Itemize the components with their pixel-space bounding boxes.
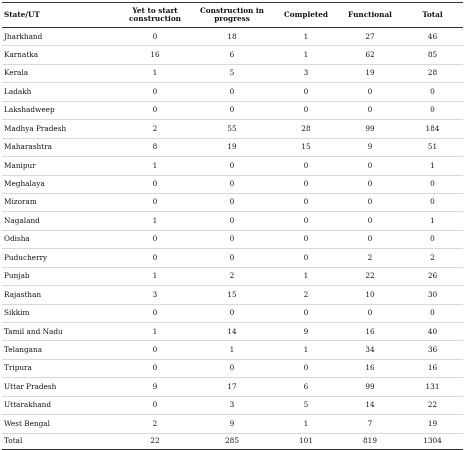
total-cell: 30 bbox=[402, 286, 463, 304]
functional-cell: 14 bbox=[338, 396, 402, 414]
construction-in-progress-cell: 0 bbox=[190, 157, 274, 175]
completed-cell: 15 bbox=[274, 138, 338, 156]
state-cell: Ladakh bbox=[2, 83, 120, 101]
completed-cell: 5 bbox=[274, 396, 338, 414]
table-row bbox=[2, 101, 463, 119]
functional-cell: 27 bbox=[338, 28, 402, 46]
total-cell: 131 bbox=[402, 378, 463, 396]
table-row bbox=[2, 304, 463, 322]
completed-cell: 1 bbox=[274, 28, 338, 46]
yet-to-start-cell: 0 bbox=[120, 101, 190, 119]
completed-cell: 1 bbox=[274, 267, 338, 285]
construction-in-progress-cell: 9 bbox=[190, 415, 274, 433]
table-row bbox=[2, 157, 463, 175]
state-cell: Tamil and Nadu bbox=[2, 323, 120, 341]
construction-in-progress-cell: 14 bbox=[190, 323, 274, 341]
construction-in-progress-cell: 0 bbox=[190, 193, 274, 211]
construction-in-progress-cell: 0 bbox=[190, 230, 274, 248]
completed-cell: 0 bbox=[274, 101, 338, 119]
total-cell: 28 bbox=[402, 64, 463, 82]
functional-cell: 99 bbox=[338, 378, 402, 396]
table-header bbox=[2, 3, 463, 28]
total-cell: 46 bbox=[402, 28, 463, 46]
total-label: Total bbox=[2, 433, 120, 449]
completed-cell: 6 bbox=[274, 378, 338, 396]
functional-cell: 0 bbox=[338, 304, 402, 322]
total-yet-to-start: 22 bbox=[120, 433, 190, 449]
header-row bbox=[2, 3, 463, 28]
state-cell: Uttar Pradesh bbox=[2, 378, 120, 396]
total-cell: 0 bbox=[402, 83, 463, 101]
state-construction-table bbox=[2, 2, 463, 450]
total-cell: 85 bbox=[402, 46, 463, 64]
yet-to-start-cell: 1 bbox=[120, 323, 190, 341]
functional-cell: 9 bbox=[338, 138, 402, 156]
total-cell: 40 bbox=[402, 323, 463, 341]
total-total: 1304 bbox=[402, 433, 463, 449]
state-cell: Odisha bbox=[2, 230, 120, 248]
total-functional: 819 bbox=[338, 433, 402, 449]
functional-cell: 7 bbox=[338, 415, 402, 433]
state-cell: Manipur bbox=[2, 157, 120, 175]
total-cell: 1 bbox=[402, 212, 463, 230]
functional-cell: 0 bbox=[338, 157, 402, 175]
state-cell: Punjab bbox=[2, 267, 120, 285]
functional-cell: 34 bbox=[338, 341, 402, 359]
completed-cell: 3 bbox=[274, 64, 338, 82]
completed-cell: 0 bbox=[274, 175, 338, 193]
total-completed: 101 bbox=[274, 433, 338, 449]
header-functional: Functional bbox=[338, 3, 402, 28]
functional-cell: 0 bbox=[338, 193, 402, 211]
completed-cell: 0 bbox=[274, 157, 338, 175]
functional-cell: 19 bbox=[338, 64, 402, 82]
table-row bbox=[2, 323, 463, 341]
functional-cell: 0 bbox=[338, 230, 402, 248]
table-row bbox=[2, 230, 463, 248]
completed-cell: 9 bbox=[274, 323, 338, 341]
total-cell: 16 bbox=[402, 359, 463, 377]
total-construction-in-progress: 285 bbox=[190, 433, 274, 449]
yet-to-start-cell: 0 bbox=[120, 359, 190, 377]
functional-cell: 2 bbox=[338, 249, 402, 267]
yet-to-start-cell: 1 bbox=[120, 157, 190, 175]
completed-cell: 0 bbox=[274, 193, 338, 211]
table-row bbox=[2, 359, 463, 377]
construction-in-progress-cell: 15 bbox=[190, 286, 274, 304]
construction-in-progress-cell: 55 bbox=[190, 120, 274, 138]
header-construction-in-progress: Construction in progress bbox=[190, 3, 274, 28]
table-row bbox=[2, 64, 463, 82]
yet-to-start-cell: 0 bbox=[120, 193, 190, 211]
state-cell: Karnatka bbox=[2, 46, 120, 64]
table-footer bbox=[2, 433, 463, 449]
construction-in-progress-cell: 0 bbox=[190, 101, 274, 119]
header-completed: Completed bbox=[274, 3, 338, 28]
table-row bbox=[2, 175, 463, 193]
completed-cell: 0 bbox=[274, 83, 338, 101]
state-cell: Mizoram bbox=[2, 193, 120, 211]
total-cell: 184 bbox=[402, 120, 463, 138]
state-cell: West Bengal bbox=[2, 415, 120, 433]
total-row bbox=[2, 433, 463, 449]
table-row bbox=[2, 267, 463, 285]
header-yet-to-start: Yet to start construction bbox=[120, 3, 190, 28]
construction-in-progress-cell: 1 bbox=[190, 341, 274, 359]
total-cell: 36 bbox=[402, 341, 463, 359]
yet-to-start-cell: 0 bbox=[120, 230, 190, 248]
construction-in-progress-cell: 19 bbox=[190, 138, 274, 156]
yet-to-start-cell: 8 bbox=[120, 138, 190, 156]
total-cell: 2 bbox=[402, 249, 463, 267]
total-cell: 1 bbox=[402, 157, 463, 175]
table-row bbox=[2, 46, 463, 64]
functional-cell: 22 bbox=[338, 267, 402, 285]
yet-to-start-cell: 0 bbox=[120, 341, 190, 359]
total-cell: 26 bbox=[402, 267, 463, 285]
yet-to-start-cell: 1 bbox=[120, 212, 190, 230]
construction-in-progress-cell: 2 bbox=[190, 267, 274, 285]
state-cell: Lakshadweep bbox=[2, 101, 120, 119]
state-cell: Maharashtra bbox=[2, 138, 120, 156]
table-row bbox=[2, 193, 463, 211]
total-cell: 0 bbox=[402, 230, 463, 248]
state-cell: Jharkhand bbox=[2, 28, 120, 46]
construction-in-progress-cell: 0 bbox=[190, 83, 274, 101]
completed-cell: 1 bbox=[274, 415, 338, 433]
construction-in-progress-cell: 18 bbox=[190, 28, 274, 46]
completed-cell: 1 bbox=[274, 341, 338, 359]
state-cell: Nagaland bbox=[2, 212, 120, 230]
yet-to-start-cell: 0 bbox=[120, 175, 190, 193]
total-cell: 0 bbox=[402, 193, 463, 211]
state-cell: Tripura bbox=[2, 359, 120, 377]
total-cell: 0 bbox=[402, 304, 463, 322]
functional-cell: 0 bbox=[338, 83, 402, 101]
yet-to-start-cell: 16 bbox=[120, 46, 190, 64]
construction-in-progress-cell: 17 bbox=[190, 378, 274, 396]
yet-to-start-cell: 2 bbox=[120, 120, 190, 138]
construction-in-progress-cell: 6 bbox=[190, 46, 274, 64]
functional-cell: 99 bbox=[338, 120, 402, 138]
completed-cell: 0 bbox=[274, 212, 338, 230]
state-cell: Rajasthan bbox=[2, 286, 120, 304]
functional-cell: 62 bbox=[338, 46, 402, 64]
total-cell: 0 bbox=[402, 175, 463, 193]
construction-in-progress-cell: 0 bbox=[190, 304, 274, 322]
yet-to-start-cell: 9 bbox=[120, 378, 190, 396]
yet-to-start-cell: 0 bbox=[120, 83, 190, 101]
yet-to-start-cell: 3 bbox=[120, 286, 190, 304]
header-state-ut: State/UT bbox=[2, 3, 120, 28]
functional-cell: 16 bbox=[338, 323, 402, 341]
table-row bbox=[2, 28, 463, 46]
completed-cell: 0 bbox=[274, 249, 338, 267]
state-cell: Puducherry bbox=[2, 249, 120, 267]
table-row bbox=[2, 212, 463, 230]
yet-to-start-cell: 1 bbox=[120, 267, 190, 285]
table-row bbox=[2, 83, 463, 101]
yet-to-start-cell: 0 bbox=[120, 249, 190, 267]
table-row bbox=[2, 341, 463, 359]
yet-to-start-cell: 1 bbox=[120, 64, 190, 82]
completed-cell: 0 bbox=[274, 359, 338, 377]
header-total: Total bbox=[402, 3, 463, 28]
total-cell: 0 bbox=[402, 101, 463, 119]
total-cell: 51 bbox=[402, 138, 463, 156]
table-body bbox=[2, 28, 463, 434]
construction-in-progress-cell: 0 bbox=[190, 212, 274, 230]
yet-to-start-cell: 0 bbox=[120, 28, 190, 46]
table-row bbox=[2, 120, 463, 138]
table-row bbox=[2, 378, 463, 396]
table-row bbox=[2, 415, 463, 433]
completed-cell: 2 bbox=[274, 286, 338, 304]
completed-cell: 0 bbox=[274, 230, 338, 248]
state-cell: Meghalaya bbox=[2, 175, 120, 193]
table-row bbox=[2, 138, 463, 156]
state-cell: Uttarakhand bbox=[2, 396, 120, 414]
completed-cell: 1 bbox=[274, 46, 338, 64]
construction-in-progress-cell: 3 bbox=[190, 396, 274, 414]
yet-to-start-cell: 0 bbox=[120, 396, 190, 414]
total-cell: 19 bbox=[402, 415, 463, 433]
state-cell: Sikkim bbox=[2, 304, 120, 322]
state-cell: Madhya Pradesh bbox=[2, 120, 120, 138]
functional-cell: 10 bbox=[338, 286, 402, 304]
functional-cell: 0 bbox=[338, 101, 402, 119]
construction-in-progress-cell: 5 bbox=[190, 64, 274, 82]
completed-cell: 0 bbox=[274, 304, 338, 322]
construction-in-progress-cell: 0 bbox=[190, 175, 274, 193]
functional-cell: 0 bbox=[338, 175, 402, 193]
table-row bbox=[2, 396, 463, 414]
completed-cell: 28 bbox=[274, 120, 338, 138]
total-cell: 22 bbox=[402, 396, 463, 414]
construction-in-progress-cell: 0 bbox=[190, 249, 274, 267]
state-cell: Telangana bbox=[2, 341, 120, 359]
yet-to-start-cell: 0 bbox=[120, 304, 190, 322]
table-row bbox=[2, 286, 463, 304]
functional-cell: 0 bbox=[338, 212, 402, 230]
yet-to-start-cell: 2 bbox=[120, 415, 190, 433]
construction-in-progress-cell: 0 bbox=[190, 359, 274, 377]
functional-cell: 16 bbox=[338, 359, 402, 377]
state-cell: Kerala bbox=[2, 64, 120, 82]
table-row bbox=[2, 249, 463, 267]
